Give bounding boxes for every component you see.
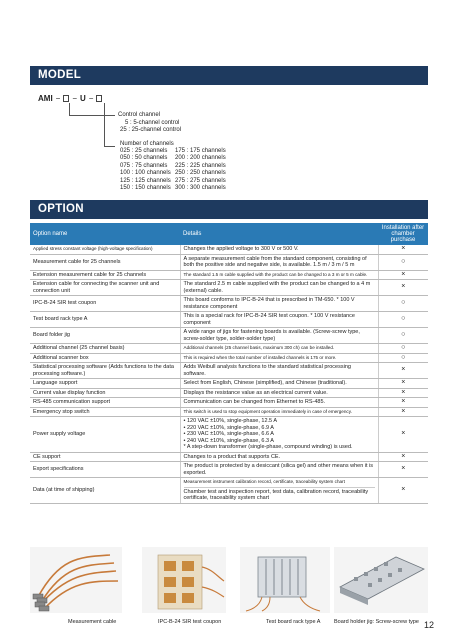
option-name-cell: Extension measurement cable for 25 channels [30,270,180,280]
option-table-body [30,245,428,503]
model-heading: MODEL [38,69,82,81]
option-name-cell: IPC-B-24 SIR test coupon [30,296,180,312]
option-name-cell: Additional scanner box [30,353,180,363]
installation-mark-cell: ○ [378,328,428,344]
option-row [30,353,428,363]
model-section-bar [30,66,428,85]
channels-code-box [96,95,102,102]
option-name-cell: Board folder jig [30,328,180,344]
option-row [30,462,428,478]
installation-mark-cell: × [378,398,428,408]
option-name-cell: Applied stress constant voltage (high-voltage specification) [30,245,180,254]
model-code-u: U [80,94,86,103]
option-detail-line: The standard 1.5 m cable supplied with the product can be changed to a 3 m or 5 m cable. [183,271,368,277]
installation-mark-cell: × [378,462,428,478]
option-detail-line: The standard 2.5 m cable supplied with the product can be changed to a 4 m (external) cable. [183,281,371,294]
option-detail-line: A wide range of jigs for fastening boards is available. (Screw-screw type, screw-solder type, solder-solder type) [183,329,360,342]
channel-option: 275 : 275 channels [175,177,226,184]
option-details-cell [180,417,378,453]
option-name-cell: RS-485 communication support [30,398,180,408]
channels-grid [120,148,255,192]
channel-option: 125 : 125 channels [120,177,171,184]
option-detail-line: Adds Weibull analysis functions to the standard statistical processing software. [183,364,351,377]
option-detail-line: Chamber test and inspection report, test data, calibration record, traceability certificate, traceability system chart [184,487,375,502]
option-details-cell [180,296,378,312]
installation-mark-cell: × [378,478,428,504]
option-details-cell [180,280,378,296]
photo-caption: Board holder jig: Screw-screw type [334,619,419,625]
option-details-cell [180,328,378,344]
option-name-cell: Measurement cable for 25 channels [30,254,180,270]
option-name-cell: Test board rack type A [30,312,180,328]
option-detail-line: This is a special rack for IPC-B-24 SIR test coupon. * 100 V resistance component [183,313,355,326]
channel-option: 150 : 150 channels [120,185,171,192]
installation-mark-cell: × [378,417,428,453]
option-row [30,398,428,408]
option-name-cell: Power supply voltage [30,417,180,453]
column-header-option-name: Option name [30,223,180,245]
installation-mark-cell: × [378,245,428,254]
channels-connector-line [104,103,115,147]
option-details-cell [180,398,378,408]
option-row [30,379,428,389]
installation-mark-cell: ○ [378,312,428,328]
option-detail-line: This switch is used to stop equipment operation immediately in case of emergency. [183,408,352,414]
option-details-cell [180,363,378,379]
option-detail-line: This board conforms to IPC-B-24 that is prescribed in TM-650. * 100 V resistance component [183,297,355,310]
installation-mark-cell: ○ [378,344,428,354]
option-details-cell [180,379,378,389]
option-detail-line: Measurement instrument calibration record, certificate, traceability system chart [183,479,345,484]
installation-mark-cell: × [378,379,428,389]
option-details-cell [180,245,378,254]
option-row [30,478,428,504]
option-row [30,254,428,270]
measurement-cable-photo [30,547,122,613]
sir-test-coupon-photo [142,547,226,613]
option-details-cell [180,312,378,328]
option-name-cell: Emergency stop switch [30,407,180,417]
installation-mark-cell: ○ [378,296,428,312]
option-name-cell: Language support [30,379,180,389]
option-details-cell [180,462,378,478]
photo-caption: IPC-B-24 SIR test coupon [158,619,222,625]
channel-option: 050 : 50 channels [120,155,168,162]
product-photos [30,547,428,613]
option-row [30,296,428,312]
option-detail-line: • 230 VAC ±10%, single-phase, 6.6 A [183,431,274,437]
option-detail-line: * A step-down transformer (single-phase, compound winding) is used. [183,444,353,450]
installation-mark-cell: × [378,280,428,296]
option-detail-line: Select from English, Chinese (simplified), and Chinese (traditional). [183,380,347,386]
option-details-cell [180,353,378,363]
channel-option: 175 : 175 channels [175,148,226,154]
model-code [38,94,102,103]
option-details-cell [180,344,378,354]
option-name-cell: CE support [30,452,180,462]
option-row [30,344,428,354]
option-detail-line: Displays the resistance value as an electrical current value. [183,389,328,396]
option-row [30,328,428,344]
option-row [30,312,428,328]
option-row [30,388,428,398]
column-header-installation: Installation after chamber purchase [378,223,428,245]
installation-mark-cell: × [378,270,428,280]
option-detail-line: A separate measurement cable from the standard component, consisting of both the positive side and negative side, is available. 1.5 m / 3 m / 5 m [183,255,367,268]
option-details-cell [180,270,378,280]
channel-option: 250 : 250 channels [175,170,226,177]
control-channel-label: Control channel [118,112,161,118]
channel-option: 225 : 225 channels [175,162,226,169]
installation-mark-cell: × [378,388,428,398]
test-board-rack-photo [240,547,330,613]
option-details-cell [180,478,378,504]
photo-caption: Test board rack type A [266,619,321,625]
option-name-cell: Current value display function [30,388,180,398]
option-row [30,407,428,417]
option-detail-line: Additional channels (25 channel basis, maximum 300 ch) can be installed. [183,345,335,350]
option-detail-line: • 120 VAC ±10%, single-phase, 12.5 A [183,418,278,424]
option-details-cell [180,388,378,398]
installation-mark-cell: ○ [378,353,428,363]
installation-mark-cell: × [378,363,428,379]
board-holder-jig-photo [334,547,428,613]
option-row [30,245,428,254]
option-detail-line: • 220 VAC ±10%, single-phase, 6.9 A [183,424,274,431]
option-detail-line: The product is protected by a desiccant (silica gel) and other means when it is exported. [183,463,374,476]
option-row [30,280,428,296]
photo-caption: Measurement cable [68,619,117,625]
option-detail-line: Changes to a product that supports CE. [183,453,281,460]
channel-option: 075 : 75 channels [120,162,168,169]
option-details-cell [180,254,378,270]
option-detail-line: This is required when the total number of installed channels is 175 or more. [183,354,337,360]
option-detail-line: Communication can be changed from Ethernet to RS-485. [183,399,326,405]
model-code-sep: − [55,94,61,103]
column-header-details: Details [180,223,378,245]
option-row [30,452,428,462]
option-name-cell: Extension cable for connecting the scanner unit and connection unit [30,280,180,296]
option-detail-line: • 240 VAC ±10%, single-phase, 6.3 A [183,437,274,444]
model-code-prefix: AMI [38,94,53,103]
option-details-cell [180,452,378,462]
option-row [30,363,428,379]
model-code-sep: − [88,94,94,103]
option-table-header [30,223,428,245]
option-name-cell: Statistical processing software (Adds functions to the data processing software.) [30,363,180,379]
option-details-cell [180,407,378,417]
page-number: 12 [424,620,435,630]
model-code-sep: − [72,94,78,103]
option-row [30,417,428,453]
channel-option: 100 : 100 channels [120,170,171,177]
option-section-bar [30,200,428,219]
option-row [30,270,428,280]
option-table [30,223,428,504]
installation-mark-cell: × [378,407,428,417]
option-heading: OPTION [38,203,84,215]
installation-mark-cell: × [378,452,428,462]
channel-option: 300 : 300 channels [175,185,226,192]
option-name-cell: Additional channel (25 channel basis) [30,344,180,354]
control-code-box [63,95,69,102]
channels-label: Number of channels [120,141,174,147]
control-option: 25 : 25-channel control [120,127,182,133]
option-name-cell: Data (at time of shipping) [30,478,180,504]
channel-option: 025 : 25 channels [120,148,168,154]
option-name-cell: Export specifications [30,462,180,478]
option-detail-line: Changes the applied voltage to 300 V or 500 V. [183,246,299,252]
installation-mark-cell: ○ [378,254,428,270]
channel-option: 200 : 200 channels [175,155,226,162]
control-option: 5 : 5-channel control [125,119,180,126]
